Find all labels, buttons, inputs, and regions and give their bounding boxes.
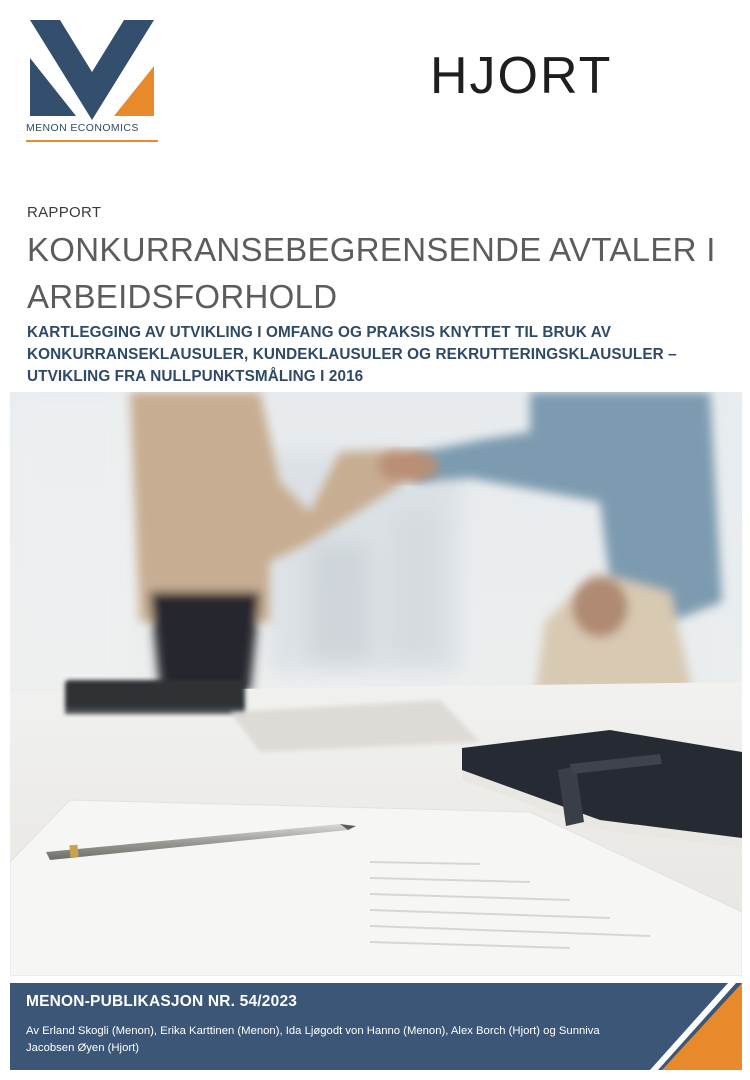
- report-title: KONKURRANSEBEGRENSENDE AVTALER I ARBEIDSFORHOLD: [27, 231, 716, 315]
- report-type-label: RAPPORT: [27, 204, 102, 221]
- handshake-photo-icon: [10, 392, 742, 976]
- cover-photo-handshake: [10, 392, 742, 976]
- menon-logo-underline: [26, 140, 158, 142]
- hjort-logo: HJORT: [430, 47, 613, 105]
- menon-logo-text: MENON ECONOMICS: [26, 122, 139, 134]
- report-subtitle: KARTLEGGING AV UTVIKLING I OMFANG OG PRAKSIS KNYTTET TIL BRUK AV KONKURRANSEKLAUSULER, KUNDEKLAUSULER OG REKRUTTERINGSKLAUSULER – UTVIKLING FRA NULLPUNKTSMÅLING I 2016: [27, 324, 677, 385]
- publication-number: MENON-PUBLIKASJON NR. 54/2023: [26, 993, 298, 1010]
- authors-line: Av Erland Skogli (Menon), Erika Karttinen (Menon), Ida Ljøgodt von Hanno (Menon), Alex Borch (Hjort) og Sunniva Jacobsen Øyen (Hjort): [26, 1025, 600, 1054]
- footer-band: [10, 983, 742, 1070]
